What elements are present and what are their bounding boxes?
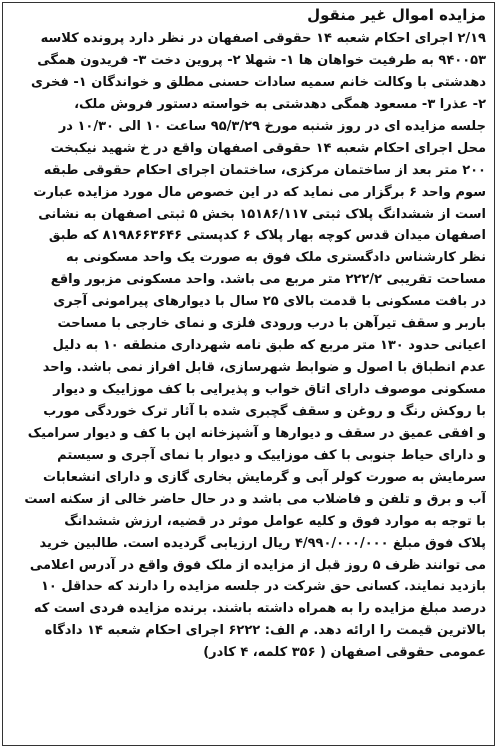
notice-line: ۲۰۰ متر بعد از ساختمان مرکزی، ساختمان اجرای احکام حقوقی طبقه [43,162,486,178]
notice-line: باربر و سقف تیرآهن با درب ورودی فلزی و نمای خارجی با مساحت [57,316,486,332]
notice-line: سرمایش به صورت کولر آبی و گرمایش بخاری گازی و دارای انشعابات [43,469,486,485]
notice-line: بازدید نمایند. کسانی حق شرکت در جلسه مزایده را دارند که حداقل ۱۰ [40,579,486,595]
notice-line: عمومی حقوقی اصفهان ( ۳۵۶ کلمه، ۴ کادر) [203,645,486,661]
notice-line: مساحت تقریبی ۲۲۲/۲ متر مربع می باشد. واحد مسکونی مزبور واقع [50,272,486,288]
notice-line: با توجه به موارد فوق و کلیه عوامل موثر در قضیه، ارزش ششدانگ [64,513,486,529]
notice-line: اصفهان میدان قدس کوچه بهار پلاک ۶ کدپستی ۸۱۹۸۶۶۳۶۴۶ که طبق [48,228,486,244]
notice-line: مسکونی موصوف دارای اتاق خواب و پذیرایی با کف موزاییک و دیوار [53,382,486,397]
notice-line: و دارای حیاط جنوبی با کف موزاییک و دیوار با نمای آجری و سیستم [57,447,486,463]
notice-line: ۲/۱۹ اجرای احکام شعبه ۱۴ حقوقی اصفهان در نظر دارد پرونده کلاسه [40,31,486,46]
notice-line: محل اجرای احکام شعبه ۱۴ حقوقی اصفهان واقع در خ شهید نیکبخت [50,140,486,156]
notice-line: جلسه مزایده ای در روز شنبه مورخ ۹۵/۳/۲۹ ساعت ۱۰ الی ۱۰/۳۰ در [58,118,486,134]
notice-line: دهدشتی با وکالت خانم سمیه سادات حسنی مطلق و خواندگان ۱- فخری [30,74,486,90]
notice-line: بالاترین قیمت را ارائه دهد. م الف: ۶۲۲۲ اجرای احکام شعبه ۱۴ دادگاه [44,623,486,639]
notice-line: درصد مبلغ مزایده را به همراه داشته باشند. برنده مزایده فردی است که [33,601,486,617]
notice-line: است از ششدانگ پلاک ثبتی ۱۵۱۸۶/۱۱۷ بخش ۵ ثبتی اصفهان به نشانی [38,206,486,222]
notice-line: آب و برق و تلفن و فاضلاب می باشد و در حال حاضر خالی از سکنه است [24,491,486,507]
notice-line: اعیانی حدود ۱۳۰ متر مربع که طبق نامه شهرداری منطقه ۱۰ به دلیل [52,338,486,354]
notice-line: و افقی عمیق در سقف و دیوارها و آشپزخانه اپن با کف و دیوار سرامیک [27,425,486,441]
legal-notice [2,2,495,746]
notice-line: در بافت مسکونی با قدمت بالای ۲۵ سال با دیوارهای پیرامونی آجری [53,294,486,310]
notice-line: سوم واحد ۶ برگزار می نماید که در این خصوص مال مورد مزایده عبارت [33,184,486,200]
notice-body [3,28,494,664]
notice-line: عدم انطباق با اصول و ضوابط شهرسازی، قابل افراز نمی باشد. واحد [42,360,486,376]
notice-line: می توانند ظرف ۵ روز قبل از مزایده از ملک فوق واقع در آدرس اعلامی [29,557,486,573]
notice-line: پلاک فوق مبلغ ۴/۹۹۰/۰۰۰/۰۰۰ ریال ارزیابی گردیده است. طالبین خرید [39,535,486,551]
notice-title: مزایده اموال غیر منقول [307,6,486,24]
notice-line: با روکش رنگ و روغن و سقف گچبری شده با آثار ترک خوردگی مورب [43,403,486,419]
notice-line: ۲- عذرا ۳- مسعود همگی دهدشتی به خواسته دستور فروش ملک، [74,96,486,112]
notice-line: ۹۴۰۰۵۳ به طرفیت خواهان ها ۱- شهلا ۲- پروین دخت ۳- فریدون همگی [37,52,486,68]
notice-line: نظر کارشناس دادگستری ملک فوق به صورت یک واحد مسکونی به [66,250,486,266]
